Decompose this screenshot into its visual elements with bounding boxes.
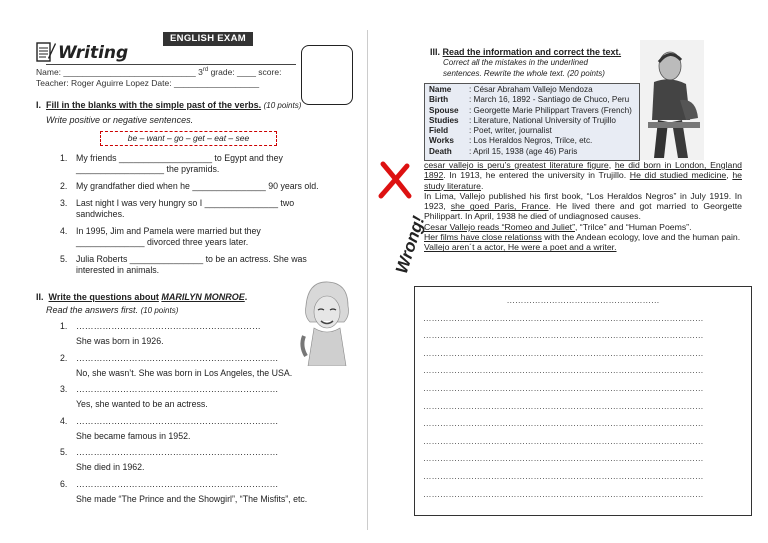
question-item	[60, 353, 360, 379]
section-1-title	[36, 100, 301, 110]
section-1-num: I.	[36, 100, 42, 110]
fill-blank-item	[60, 254, 360, 276]
question-dots[interactable]: ……………………………………………………………	[76, 447, 279, 457]
name-line	[36, 67, 281, 77]
answer-line[interactable]: ………………………………………………………………………………………	[423, 470, 704, 481]
info-row	[429, 106, 635, 116]
info-key: Name	[429, 85, 452, 94]
question-dots[interactable]: ……………………………………………………………	[76, 384, 279, 394]
answer-line[interactable]: ………………………………………………………………………………………	[423, 382, 704, 393]
answer-line[interactable]: ………………………………………………………………………………………	[423, 400, 704, 411]
exam-title: ENGLISH EXAM	[163, 32, 253, 46]
section-3-instr-2: sentences. Rewrite the whole text. (20 points)	[443, 69, 605, 78]
question-dots[interactable]: ………………………………………………………	[76, 321, 261, 331]
item-line-1: My friends ___________________ to Egypt and they	[76, 153, 283, 163]
info-value: : Georgette Marie Philippart Travers (French)	[469, 105, 632, 115]
question-dots[interactable]: ……………………………………………………………	[76, 415, 279, 426]
section-2-instruction	[46, 305, 178, 315]
section-1-instruction: Write positive or negative sentences.	[46, 115, 194, 125]
answer-line[interactable]: ………………………………………………………………………………………	[423, 453, 704, 464]
info-key: Birth	[429, 95, 449, 105]
section-2-points: (10 points)	[140, 306, 179, 315]
name-label: Name: ____________________________ 3	[36, 67, 203, 77]
underlined-sentence-7: Her films have close relationss	[424, 232, 542, 243]
item-number: 4.	[60, 226, 68, 236]
text-part-5: with the Andean ecology, love and the human pain.	[541, 232, 741, 243]
vallejo-text: cesar vallejo is peru’s greatest literature figure, he did born in London, England 1892. In 1913, he entered the university in Trujillo. He did studied medicine, he study literature. In Lima, Vallejo published his first book, “Los Heraldos Negros” in July 1919. In 1923, she goed Paris, France. He lived there and got married to Georgette Philippart. In April, 1938 he died of undiagnosed causes. Cesar Vallejo reads “Romeo and Juliet”, “Trilce” and “Human Poems”. Her films have close relationss with the Andean ecology, love and the human pain. Vallejo aren´t a actor, He were a poet and a writer.	[424, 160, 743, 253]
info-key: Field	[429, 126, 449, 136]
section-3-title	[430, 47, 621, 57]
text-part-4: , “Trilce” and “Human Poems”.	[574, 221, 692, 232]
text-part-3: . He lived there and got married to Georgette Philippart. In April, 1938 he died of undiagnosed causes.	[424, 201, 743, 222]
answer-line[interactable]: ………………………………………………………………………………………	[423, 330, 704, 341]
text-part-1: . In 1913, he entered the university in Trujillo.	[443, 170, 630, 181]
info-row	[429, 85, 635, 95]
fill-blank-item	[60, 198, 360, 220]
rewrite-box[interactable]	[414, 286, 752, 516]
answer-line[interactable]: ………………………………………………………………………………………	[423, 418, 704, 429]
verb-box: be – want – go – get – eat – see	[100, 131, 277, 146]
underlined-sentence-5: she goed Paris, France	[450, 201, 549, 212]
item-line-1: In 1995, Jim and Pamela were married but they	[76, 226, 261, 236]
notepad-pencil-icon	[36, 40, 56, 64]
section-2-num: II.	[36, 292, 44, 302]
section-2-subject: MARILYN MONROE	[161, 292, 245, 302]
info-value: : April 15, 1938 (age 46) Paris	[469, 146, 578, 156]
answer-text: She was born in 1926.	[76, 336, 164, 346]
answer-text: Yes, she wanted to be an actress.	[76, 399, 208, 409]
answer-text: She died in 1962.	[76, 462, 145, 472]
item-number: 2.	[60, 181, 68, 191]
info-value: : March 16, 1892 - Santiago de Chuco, Peru	[469, 95, 630, 105]
item-number: 5.	[60, 254, 68, 264]
section-1-points: (10 points)	[263, 101, 302, 110]
rewrite-title-line: ………………………………………………	[506, 295, 660, 305]
item-number: 3.	[60, 198, 68, 208]
section-3-instr-1: Correct all the mistakes in the underlined	[443, 58, 588, 67]
item-number: 3.	[60, 384, 68, 394]
item-line-2: __________________ the pyramids.	[76, 164, 220, 174]
cesar-vallejo-photo	[640, 40, 704, 160]
item-number: 6.	[60, 478, 68, 489]
section-2-period: .	[244, 292, 248, 302]
fill-blank-item	[60, 153, 360, 175]
question-item	[60, 447, 360, 473]
question-item	[60, 384, 360, 410]
answer-text: She made “The Prince and the Showgirl”, “The Misfits”, etc.	[76, 493, 308, 504]
info-value: : Poet, writer, journalist	[469, 126, 552, 136]
answer-text: She became famous in 1952.	[76, 430, 191, 441]
text-part-2: In Lima, Vallejo published his first book, “Los Heraldos Negros” in July 1919. In 1923,	[424, 190, 742, 212]
section-2-heading: Write the questions about	[48, 292, 159, 302]
underlined-sentence-2: he did born in London, England 1892	[424, 160, 742, 181]
underlined-sentence-3: He did studied medicine	[629, 170, 727, 181]
section-3-heading: Read the information and correct the text.	[442, 47, 622, 57]
item-number: 1.	[60, 153, 68, 163]
question-dots[interactable]: ……………………………………………………………	[76, 478, 279, 489]
item-line-1: Last night I was very hungry so I _______________ two	[76, 198, 295, 208]
item-line-1: My grandfather died when he _______________ 90 years old.	[76, 181, 319, 191]
wrong-label: Wrong!	[392, 213, 429, 276]
item-line-1: Julia Roberts _______________ to be an actress. She was	[76, 254, 307, 264]
info-row	[429, 136, 635, 146]
info-value: : César Abraham Vallejo Mendoza	[469, 85, 593, 94]
underlined-sentence-4: he study literature	[424, 170, 742, 191]
grade-sup: rd	[202, 67, 209, 74]
answer-line[interactable]: ………………………………………………………………………………………	[423, 435, 704, 446]
question-item	[60, 479, 360, 505]
info-key: Studies	[429, 115, 459, 125]
info-value: : Los Heraldos Negros, Trilce, etc.	[469, 136, 593, 146]
section-2-instruction-text: Read the answers first.	[46, 305, 139, 315]
info-row	[429, 126, 635, 136]
section-3-num: III.	[430, 47, 441, 57]
red-x-icon	[375, 160, 415, 200]
item-number: 5.	[60, 447, 68, 457]
grade-label: grade: ____ score:	[208, 67, 282, 77]
underlined-sentence-6: Cesar Vallejo reads “Romeo and Juliet”	[424, 221, 575, 232]
question-item	[60, 416, 360, 442]
answer-text: No, she wasn’t. She was born in Los Angeles, the USA.	[76, 367, 293, 378]
header-divider	[46, 64, 296, 65]
answer-line[interactable]: ………………………………………………………………………………………	[423, 365, 704, 376]
item-number: 1.	[60, 321, 68, 331]
info-row	[429, 95, 635, 105]
info-row	[429, 147, 635, 157]
item-line-2: sandwiches.	[76, 209, 125, 219]
section-word: Writing	[58, 43, 129, 63]
answer-line[interactable]: ………………………………………………………………………………………	[423, 312, 704, 323]
fill-blank-item	[60, 181, 360, 192]
vallejo-info-box	[424, 83, 640, 161]
underlined-sentence-1: cesar vallejo is peru’s greatest literature figure	[424, 160, 609, 170]
column-divider	[367, 30, 368, 530]
question-dots[interactable]: ……………………………………………………………	[76, 352, 279, 363]
info-key: Spouse	[429, 105, 459, 115]
section-2-title	[36, 292, 247, 302]
photo-box	[301, 45, 353, 105]
question-item	[60, 321, 360, 347]
info-value: : Literature, National University of Trujillo	[469, 115, 616, 125]
fill-blank-item	[60, 226, 360, 248]
info-key: Death	[429, 146, 452, 156]
answer-line[interactable]: ………………………………………………………………………………………	[423, 488, 704, 499]
teacher-line: Teacher: Roger Aguirre Lopez Date: __________________	[36, 78, 260, 88]
answer-line[interactable]: ………………………………………………………………………………………	[423, 347, 704, 358]
section-1-heading: Fill in the blanks with the simple past of the verbs.	[46, 100, 262, 110]
item-line-2: interested in animals.	[76, 265, 160, 275]
item-line-2: ______________ divorced three years later.	[76, 237, 249, 247]
underlined-sentence-8: Vallejo aren´t a actor, He were a poet and a writer.	[424, 242, 617, 253]
item-number: 2.	[60, 352, 68, 363]
item-number: 4.	[60, 415, 68, 426]
info-key: Works	[429, 136, 454, 146]
info-row	[429, 116, 635, 126]
